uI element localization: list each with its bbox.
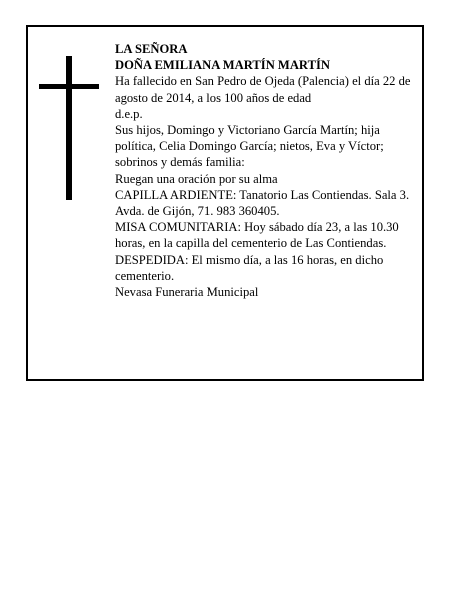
notice-farewell: DESPEDIDA: El mismo día, a las 16 horas, en dicho cementerio. (115, 252, 384, 283)
notice-rip: d.e.p. (115, 106, 143, 121)
notice-mass: MISA COMUNITARIA: Hoy sábado día 23, a las 10.30 horas, en la capilla del cementerio de Las Contiendas. (115, 220, 399, 251)
obituary-notice (26, 25, 424, 381)
notice-family: Sus hijos, Domingo y Victoriano García Martín; hija política, Celia Domingo García; nietos, Eva y Víctor; sobrinos y demás familia: (115, 123, 384, 170)
notice-funeral-home: Nevasa Funeraria Municipal (115, 285, 259, 300)
cross-vertical-bar (66, 56, 72, 200)
notice-deceased-name: DOÑA EMILIANA MARTÍN MARTÍN (115, 58, 330, 73)
cross-icon (39, 56, 99, 200)
notice-text (115, 41, 415, 300)
notice-heading-title: LA SEÑORA (115, 42, 188, 56)
cross-horizontal-bar (39, 84, 99, 89)
notice-prayer-request: Ruegan una oración por su alma (115, 171, 278, 186)
notice-wake-chapel: CAPILLA ARDIENTE: Tanatorio Las Contiendas. Sala 3. Avda. de Gijón, 71. 983 360405. (115, 187, 410, 219)
notice-death-announcement: Ha fallecido en San Pedro de Ojeda (Palencia) el día 22 de agosto de 2014, a los 100 años de edad (115, 74, 411, 105)
